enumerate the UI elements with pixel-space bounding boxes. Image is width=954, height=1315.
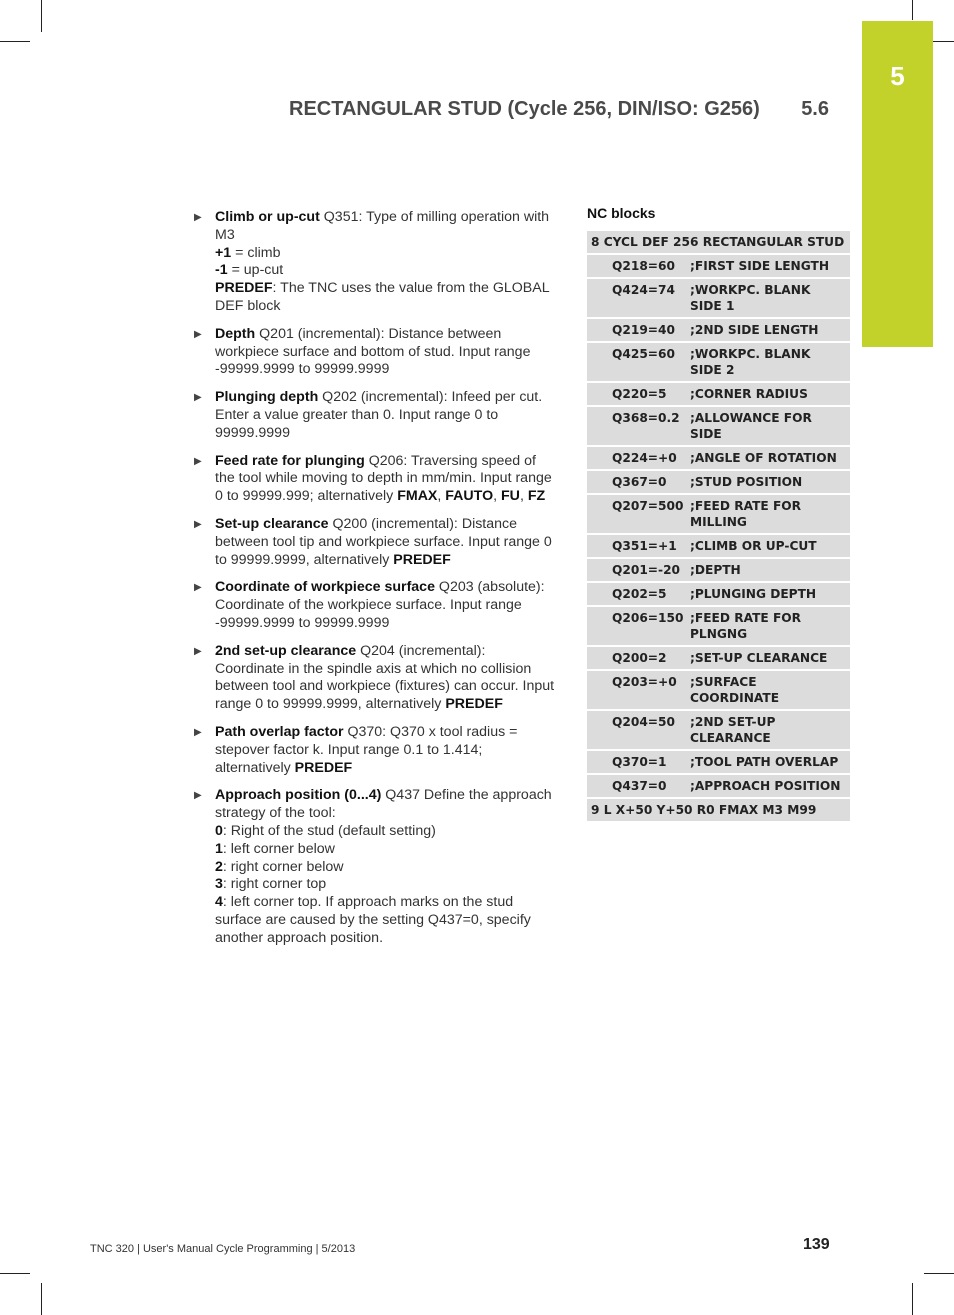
parameter-description: Q351: Type of milling operation with M3 (215, 209, 550, 243)
parameter-option-key: 3 (215, 876, 223, 893)
nc-parameter-row (587, 583, 850, 605)
parameter-description: Q203 (absolute): Coordinate of the workpiece surface. Input range -99999.9999 to 99999.9999 (215, 579, 545, 631)
nc-parameter-row (587, 279, 850, 317)
parameter-option-text: : right corner below (222, 858, 344, 875)
parameter-option-key: 4 (215, 894, 223, 911)
parameter-option-text: : left corner top. If approach marks on the stud surface are caused by the setting Q437=0, specify another approach position. (215, 894, 531, 946)
nc-parameter-comment: ;WORKPC. BLANK SIDE 2 (690, 343, 850, 381)
nc-blocks-title: NC blocks (587, 205, 656, 221)
nc-parameter-row (587, 343, 850, 381)
parameter-name: Path overlap factor (215, 723, 344, 740)
nc-parameter-row (587, 775, 850, 797)
nc-parameter-comment: ;2ND SIDE LENGTH (690, 319, 850, 341)
parameter-item (194, 579, 556, 632)
parameter-option (215, 876, 556, 894)
parameter-option-key: +1 (215, 244, 232, 261)
parameter-option-key: 0 (215, 822, 223, 839)
parameter-item (194, 643, 556, 714)
parameter-option (215, 280, 556, 316)
triangle-bullet-icon: ▶ (194, 392, 202, 404)
parameter-option (215, 823, 556, 841)
nc-parameter-value: Q370=1 (587, 751, 690, 773)
parameter-option-text: = up-cut (227, 262, 284, 279)
parameter-option (215, 841, 556, 859)
nc-parameter-value: Q207=500 (587, 495, 690, 533)
parameter-item (194, 453, 556, 506)
triangle-bullet-icon: ▶ (194, 582, 202, 594)
nc-parameter-comment: ;ALLOWANCE FOR SIDE (690, 407, 850, 445)
nc-parameter-value: Q206=150 (587, 607, 690, 645)
nc-parameter-row (587, 447, 850, 469)
nc-parameter-comment: ;CLIMB OR UP-CUT (690, 535, 850, 557)
parameter-name: Depth (215, 325, 256, 342)
parameter-option-text: : Right of the stud (default setting) (222, 822, 436, 839)
nc-parameter-comment: ;STUD POSITION (690, 471, 850, 493)
parameter-option-key: FAUTO (445, 488, 494, 505)
crop-mark (41, 1283, 42, 1315)
crop-mark (0, 1273, 30, 1274)
parameter-name: Coordinate of workpiece surface (215, 579, 435, 596)
parameter-item (194, 209, 556, 316)
crop-mark (912, 1283, 913, 1315)
triangle-bullet-icon: ▶ (194, 518, 202, 530)
crop-mark (912, 0, 913, 20)
nc-parameter-row (587, 647, 850, 669)
parameter-option (215, 262, 556, 280)
triangle-bullet-icon: ▶ (194, 455, 202, 467)
parameter-option-key: FU (501, 488, 520, 505)
nc-parameter-row (587, 471, 850, 493)
parameter-description: Q206: Traversing speed of the tool while moving to depth in mm/min. Input range 0 to 99999.999; alternatively (215, 452, 552, 505)
parameter-option-key: PREDEF (445, 696, 503, 713)
parameter-option (215, 245, 556, 263)
separator: , (437, 488, 446, 505)
parameter-name: Climb or up-cut (215, 209, 320, 225)
chapter-tab (862, 21, 933, 347)
crop-mark (924, 1273, 954, 1274)
footer-text: TNC 320 | User's Manual Cycle Programming | 5/2013 (90, 1243, 356, 1255)
nc-parameter-comment: ;FEED RATE FOR PLNGNG (690, 607, 850, 645)
nc-parameter-comment: ;APPROACH POSITION (690, 775, 850, 797)
separator: , (493, 488, 502, 505)
nc-parameter-value: Q220=5 (587, 383, 690, 405)
nc-parameter-value: Q201=-20 (587, 559, 690, 581)
nc-parameter-comment: ;TOOL PATH OVERLAP (690, 751, 850, 773)
parameter-option-key: FMAX (397, 488, 438, 505)
nc-blocks-table (587, 229, 850, 823)
nc-parameter-row (587, 607, 850, 645)
nc-parameter-row (587, 559, 850, 581)
parameter-option (215, 894, 556, 947)
parameter-option-key: PREDEF (393, 551, 451, 568)
nc-parameter-row (587, 319, 850, 341)
nc-block-line (587, 231, 850, 253)
parameter-option-key: FZ (527, 488, 546, 505)
parameter-option-key: PREDEF (215, 280, 273, 297)
parameter-name: Approach position (0...4) (215, 787, 382, 804)
nc-parameter-value: Q200=2 (587, 647, 690, 669)
parameter-option-key: 2 (215, 858, 223, 875)
nc-parameter-value: Q203=+0 (587, 671, 690, 709)
parameter-item (194, 516, 556, 569)
parameter-option-text: : left corner below (222, 840, 335, 857)
parameter-option-text: = climb (231, 244, 281, 261)
nc-parameter-value: Q351=+1 (587, 535, 690, 557)
nc-parameter-comment: ;DEPTH (690, 559, 850, 581)
triangle-bullet-icon: ▶ (194, 645, 202, 657)
parameter-name: 2nd set-up clearance (215, 642, 357, 659)
nc-parameter-row (587, 671, 850, 709)
nc-parameter-value: Q204=50 (587, 711, 690, 749)
parameter-list (194, 209, 556, 957)
nc-block-text: 8 CYCL DEF 256 RECTANGULAR STUD (587, 231, 850, 253)
section-title: RECTANGULAR STUD (Cycle 256, DIN/ISO: G256) (289, 98, 760, 120)
triangle-bullet-icon: ▶ (194, 328, 202, 340)
section-number: 5.6 (801, 98, 829, 120)
parameter-description: Q201 (incremental): Distance between workpiece surface and bottom of stud. Input range -99999.9999 to 99999.9999 (215, 325, 531, 378)
parameter-description: Q204 (incremental): Coordinate in the spindle axis at which no collision between tool and workpiece (fixtures) can occur. Input range 0 to 99999.9999, alternatively (215, 642, 555, 713)
parameter-item (194, 389, 556, 442)
nc-parameter-comment: ;FIRST SIDE LENGTH (690, 255, 850, 277)
nc-parameter-comment: ;PLUNGING DEPTH (690, 583, 850, 605)
nc-parameter-value: Q424=74 (587, 279, 690, 317)
parameter-item (194, 326, 556, 379)
nc-parameter-value: Q367=0 (587, 471, 690, 493)
parameter-option (215, 859, 556, 877)
triangle-bullet-icon: ▶ (194, 790, 202, 802)
nc-parameter-comment: ;FEED RATE FOR MILLING (690, 495, 850, 533)
nc-parameter-row (587, 711, 850, 749)
nc-parameter-comment: ;WORKPC. BLANK SIDE 1 (690, 279, 850, 317)
nc-parameter-row (587, 255, 850, 277)
parameter-description: Q370: Q370 x tool radius = stepover factor k. Input range 0.1 to 1.414; alternatively (215, 723, 518, 776)
nc-parameter-comment: ;SET-UP CLEARANCE (690, 647, 850, 669)
parameter-name: Feed rate for plunging (215, 452, 365, 469)
nc-parameter-value: Q425=60 (587, 343, 690, 381)
crop-mark (41, 0, 42, 32)
nc-parameter-comment: ;SURFACE COORDINATE (690, 671, 850, 709)
parameter-description: Q437 Define the approach strategy of the tool: (215, 787, 552, 822)
nc-parameter-comment: ;2ND SET-UP CLEARANCE (690, 711, 850, 749)
nc-parameter-comment: ;CORNER RADIUS (690, 383, 850, 405)
section-header (289, 98, 829, 121)
parameter-description: Q200 (incremental): Distance between tool tip and workpiece surface. Input range 0 to 99999.9999, alternatively (215, 515, 552, 568)
parameter-name: Set-up clearance (215, 515, 329, 532)
nc-parameter-value: Q219=40 (587, 319, 690, 341)
page-number: 139 (803, 1236, 830, 1253)
nc-parameter-row (587, 495, 850, 533)
nc-parameter-value: Q218=60 (587, 255, 690, 277)
parameter-option-key: 1 (215, 840, 223, 857)
triangle-bullet-icon: ▶ (194, 212, 202, 223)
nc-parameter-row (587, 383, 850, 405)
nc-parameter-comment: ;ANGLE OF ROTATION (690, 447, 850, 469)
nc-parameter-row (587, 751, 850, 773)
parameter-option-text: : right corner top (222, 876, 327, 893)
nc-block-line (587, 799, 850, 821)
parameter-option-key: PREDEF (294, 759, 353, 776)
crop-mark (0, 41, 30, 42)
nc-parameter-value: Q224=+0 (587, 447, 690, 469)
parameter-option-text: : The TNC uses the value from the GLOBAL DEF block (215, 280, 550, 314)
nc-block-text: 9 L X+50 Y+50 R0 FMAX M3 M99 (587, 799, 850, 821)
nc-parameter-value: Q437=0 (587, 775, 690, 797)
nc-parameter-row (587, 407, 850, 445)
parameter-item (194, 724, 556, 777)
parameter-item (194, 787, 556, 947)
parameter-name: Plunging depth (215, 389, 319, 406)
parameter-description: Q202 (incremental): Infeed per cut. Enter a value greater than 0. Input range 0 to 99999.9999 (215, 389, 543, 441)
separator: , (519, 488, 528, 505)
parameter-option-key: -1 (215, 262, 228, 279)
nc-parameter-row (587, 535, 850, 557)
nc-parameter-value: Q202=5 (587, 583, 690, 605)
nc-parameter-value: Q368=0.2 (587, 407, 690, 445)
chapter-number: 5 (890, 61, 905, 91)
triangle-bullet-icon: ▶ (194, 726, 202, 738)
